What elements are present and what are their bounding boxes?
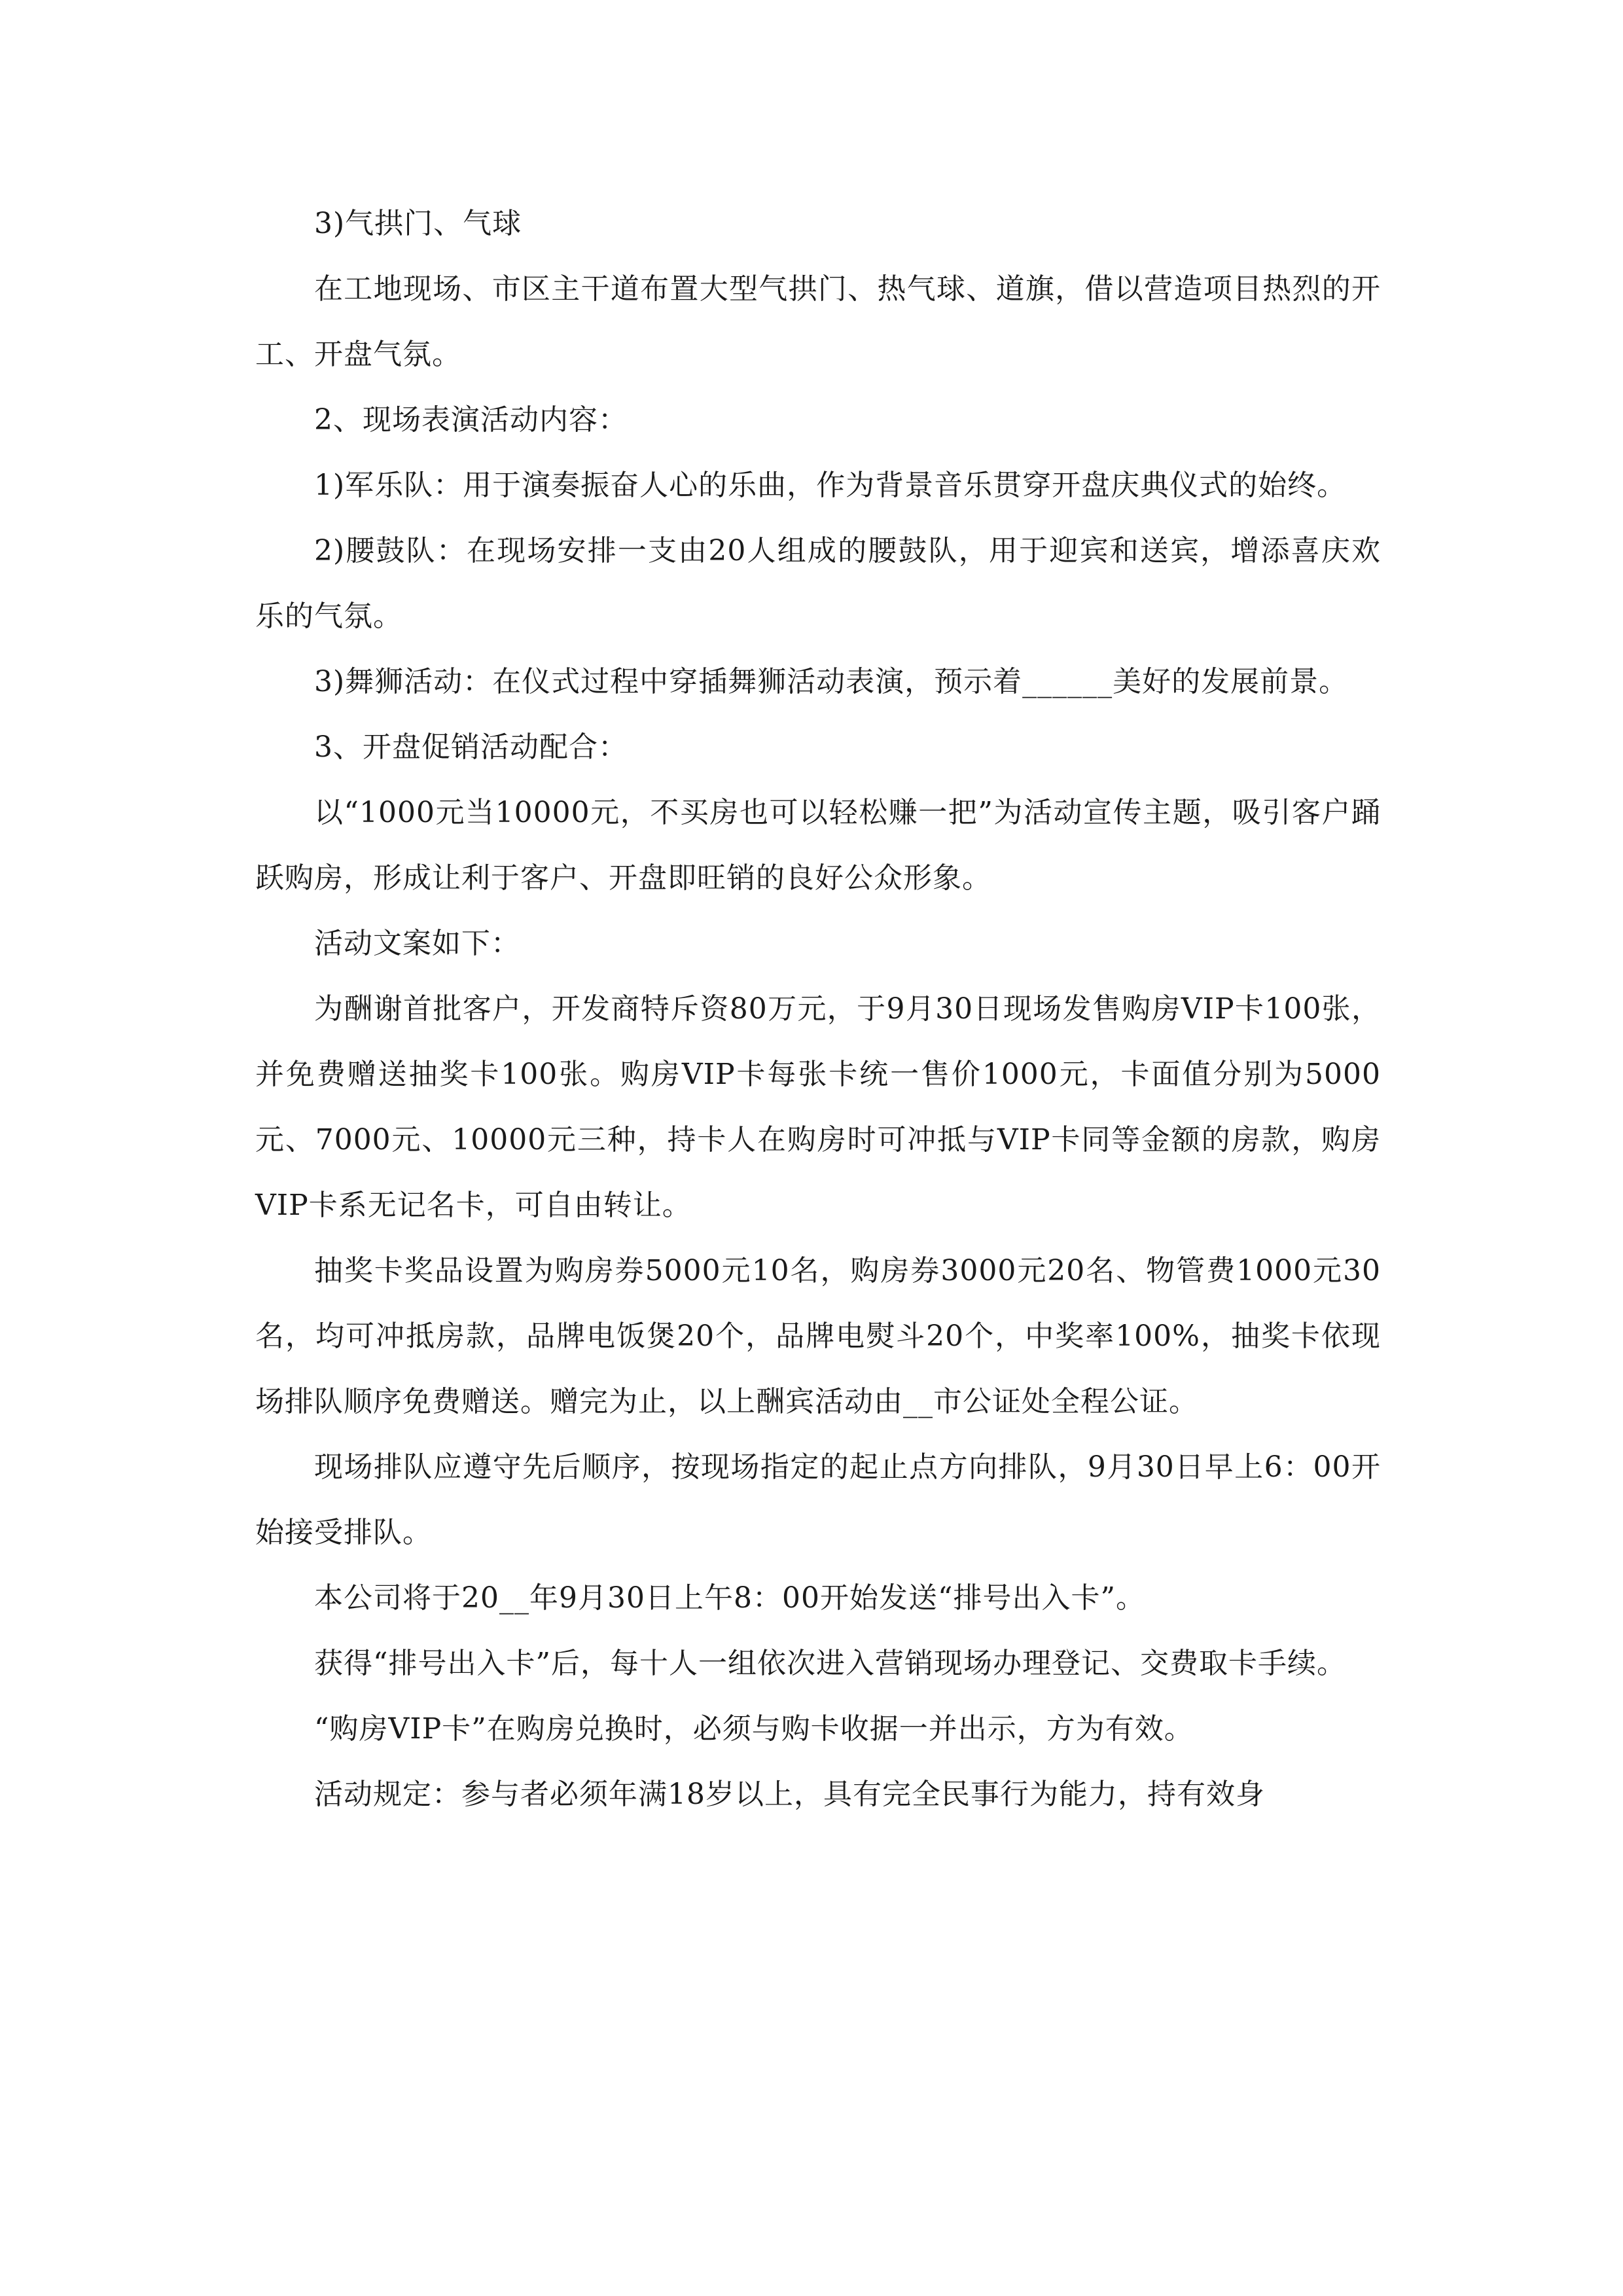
paragraph-arch-balloon-heading: 3)气拱门、气球 xyxy=(314,207,522,240)
paragraph-performance-heading: 2、现场表演活动内容： xyxy=(314,403,628,437)
paragraph-promotion-heading: 3、开盘促销活动配合： xyxy=(314,730,628,764)
document-body xyxy=(255,191,1381,1827)
paragraph-arch-balloon-body: 在工地现场、市区主干道布置大型气拱门、热气球、道旗，借以营造项目热烈的开工、开盘气氛。 xyxy=(255,272,1381,371)
paragraph-queue-rules: 现场排队应遵守先后顺序，按现场指定的起止点方向排队，9月30日早上6：00开始接受排队。 xyxy=(255,1450,1381,1549)
paragraph-lion-dance: 3)舞狮活动：在仪式过程中穿插舞狮活动表演，预示着______美好的发展前景。 xyxy=(314,665,1349,698)
paragraph-vip-card: 为酬谢首批客户，开发商特斥资80万元，于9月30日现场发售购房VIP卡100张，并免费赠送抽奖卡100张。购房VIP卡每张卡统一售价1000元，卡面值分别为5000元、7000元、10000元三种，持卡人在购房时可冲抵与VIP卡同等金额的房款，购房VIP卡系无记名卡，可自由转让。 xyxy=(255,992,1381,1222)
paragraph-registration: 获得“排号出入卡”后，每十人一组依次进入营销现场办理登记、交费取卡手续。 xyxy=(314,1647,1346,1680)
paragraph-promotion-theme: 以“1000元当10000元，不买房也可以轻松赚一把”为活动宣传主题，吸引客户踊跃购房，形成让利于客户、开盘即旺销的良好公众形象。 xyxy=(255,796,1381,895)
paragraph-waist-drum-team: 2)腰鼓队：在现场安排一支由20人组成的腰鼓队，用于迎宾和送宾，增添喜庆欢乐的气氛。 xyxy=(255,534,1381,633)
paragraph-military-band: 1)军乐队：用于演奏振奋人心的乐曲，作为背景音乐贯穿开盘庆典仪式的始终。 xyxy=(314,469,1347,502)
paragraph-activity-rules: 活动规定：参与者必须年满18岁以上，具有完全民事行为能力，持有效身 xyxy=(314,1778,1265,1811)
paragraph-copy-intro: 活动文案如下： xyxy=(314,927,520,960)
paragraph-number-card-issue: 本公司将于20__年9月30日上午8：00开始发送“排号出入卡”。 xyxy=(314,1581,1145,1615)
paragraph-lottery-card: 抽奖卡奖品设置为购房券5000元10名，购房券3000元20名、物管费1000元30名，均可冲抵房款，品牌电饭煲20个，品牌电熨斗20个，中奖率100%，抽奖卡依现场排队顺序免费赠送。赠完为止，以上酬宾活动由__市公证处全程公证。 xyxy=(255,1254,1381,1418)
paragraph-vip-redeem: “购房VIP卡”在购房兑换时，必须与购卡收据一并出示，方为有效。 xyxy=(314,1712,1194,1746)
